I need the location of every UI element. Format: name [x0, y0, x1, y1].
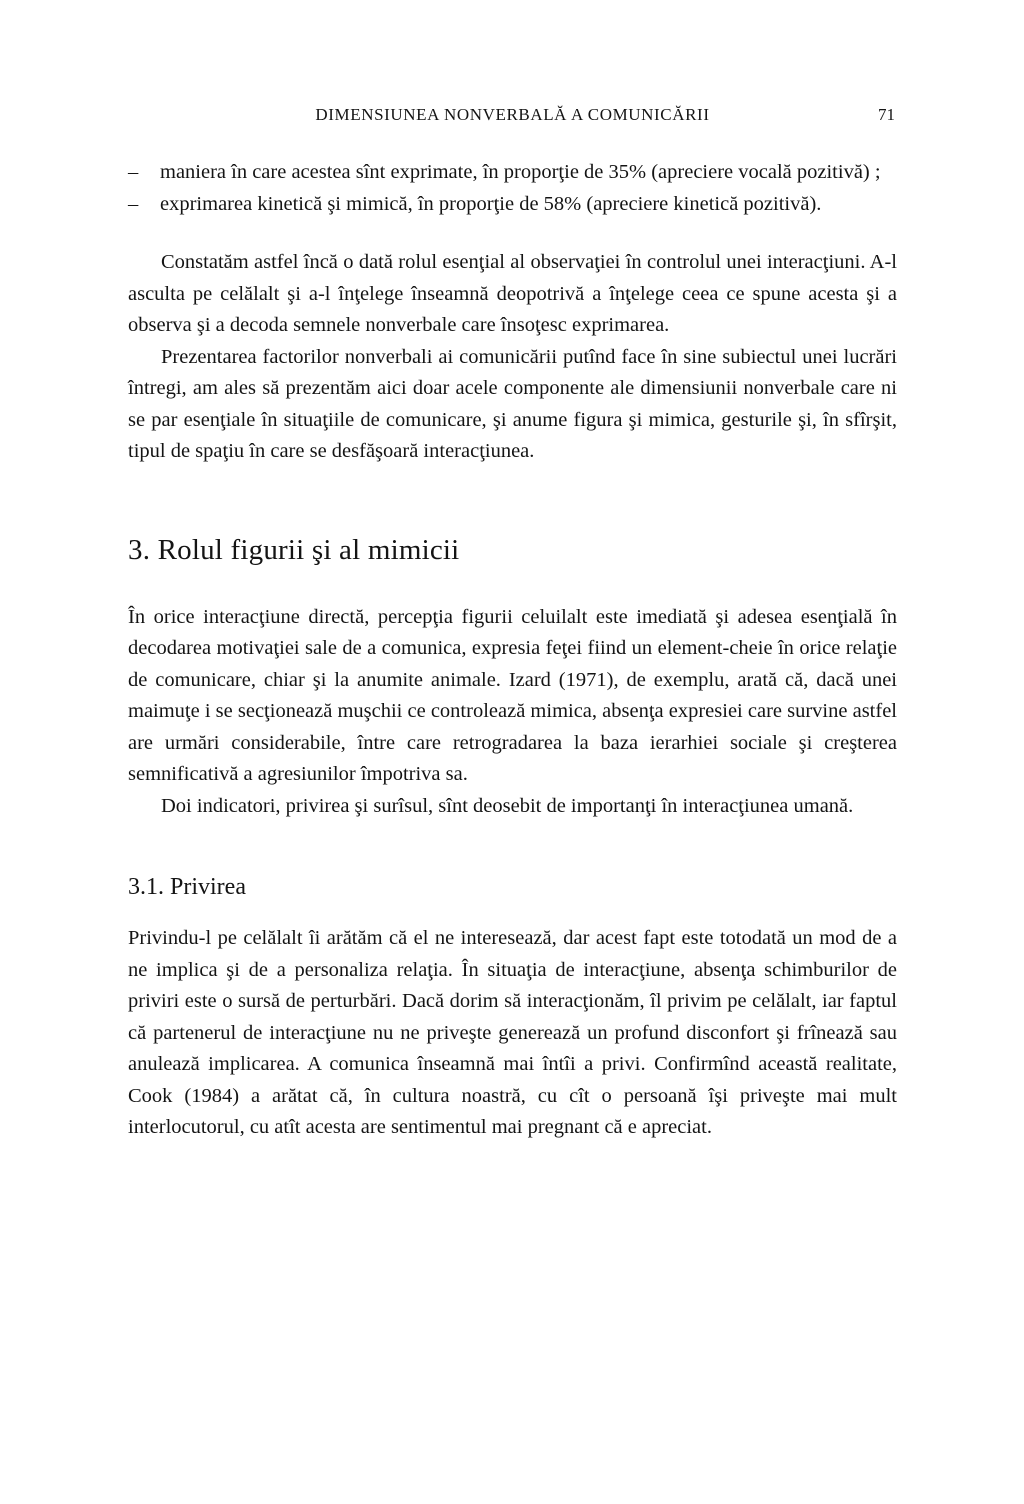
section-heading-privirea: 3.1. Privirea	[128, 874, 246, 900]
dash-marker: –	[128, 161, 139, 183]
section-heading-rolul-figurii: 3. Rolul figurii şi al mimicii	[128, 533, 460, 566]
paragraph-doi-indicatori: Doi indicatori, privirea şi surîsul, sînt deosebit de importanţi în interacţiunea umană.	[161, 794, 854, 817]
paragraph-interactiune-directa: În orice interacţiune directă, percepţia figurii celuilalt este imediată şi adesea esenţială în decodarea motivaţiei sale de a comunica, expresia feţei fiind un element-cheie în orice relaţie de comunicare, chiar şi la anumite animale. Izard (1971), de exemplu, arată că, dacă unei maimuţe i se secţionează muşchii ce controlează mimica, absenţa expresiei care survine astfel are urmări considerabile, între care retrogradarea la baza ierarhiei sociale şi creşterea semnificativă a agresiunilor împotriva sa.	[128, 605, 897, 785]
running-header	[128, 104, 897, 126]
paragraph-prezentare-factori: Prezentarea factorilor nonverbali ai comunicării putînd face în sine subiectul unei lucrări întregi, am ales să prezentăm aici doar acele componente ale dimensiunii nonverbale care ni se par esenţiale în situaţiile de comunicare, şi anume figura şi mimica, gesturile şi, în sfîrşit, tipul de spaţiu în care se desfăşoară interacţiunea.	[128, 345, 897, 462]
list-item	[128, 189, 897, 221]
paragraph-privindu-l: Privindu-l pe celălalt îi arătăm că el ne interesează, dar acest fapt este totodată un mod de a ne implica şi de a personaliza relaţia. În situaţia de interacţiune, absenţa schimburilor de priviri este o sursă de perturbări. Dacă dorim să interacţionăm, îl privim pe celălalt, iar faptul că partenerul de interacţiune nu ne priveşte generează un profund disconfort şi frînează sau anulează implicarea. A comunica înseamnă mai întîi a privi. Confirmînd această realitate, Cook (1984) a arătat că, în cultura noastră, cu cît o persoană îşi priveşte mai mult interlocutorul, cu atît acesta are sentimentul mai pregnant că e apreciat.	[128, 927, 897, 1138]
running-title: DIMENSIUNEA NONVERBALĂ A COMUNICĂRII	[315, 105, 710, 124]
paragraph-observatie: Constatăm astfel încă o dată rolul esenţial al observaţiei în controlul unei interacţiuni. A-l asculta pe celălalt şi a-l înţelege înseamnă deopotrivă a înţelege ceea ce spune acesta şi a observa şi a decoda semnele nonverbale care însoţesc exprimarea.	[128, 251, 897, 336]
list-item-text: exprimarea kinetică şi mimică, în proporţie de 58% (apreciere kinetică pozitivă).	[160, 192, 822, 215]
dash-marker: –	[128, 192, 139, 215]
page-number: 71	[878, 105, 895, 124]
page-content	[128, 104, 897, 1144]
list-item	[128, 157, 897, 189]
list-item-text: maniera în care acestea sînt exprimate, în proporţie de 35% (apreciere vocală pozitivă) ;	[160, 161, 881, 183]
bullet-list	[128, 157, 897, 220]
